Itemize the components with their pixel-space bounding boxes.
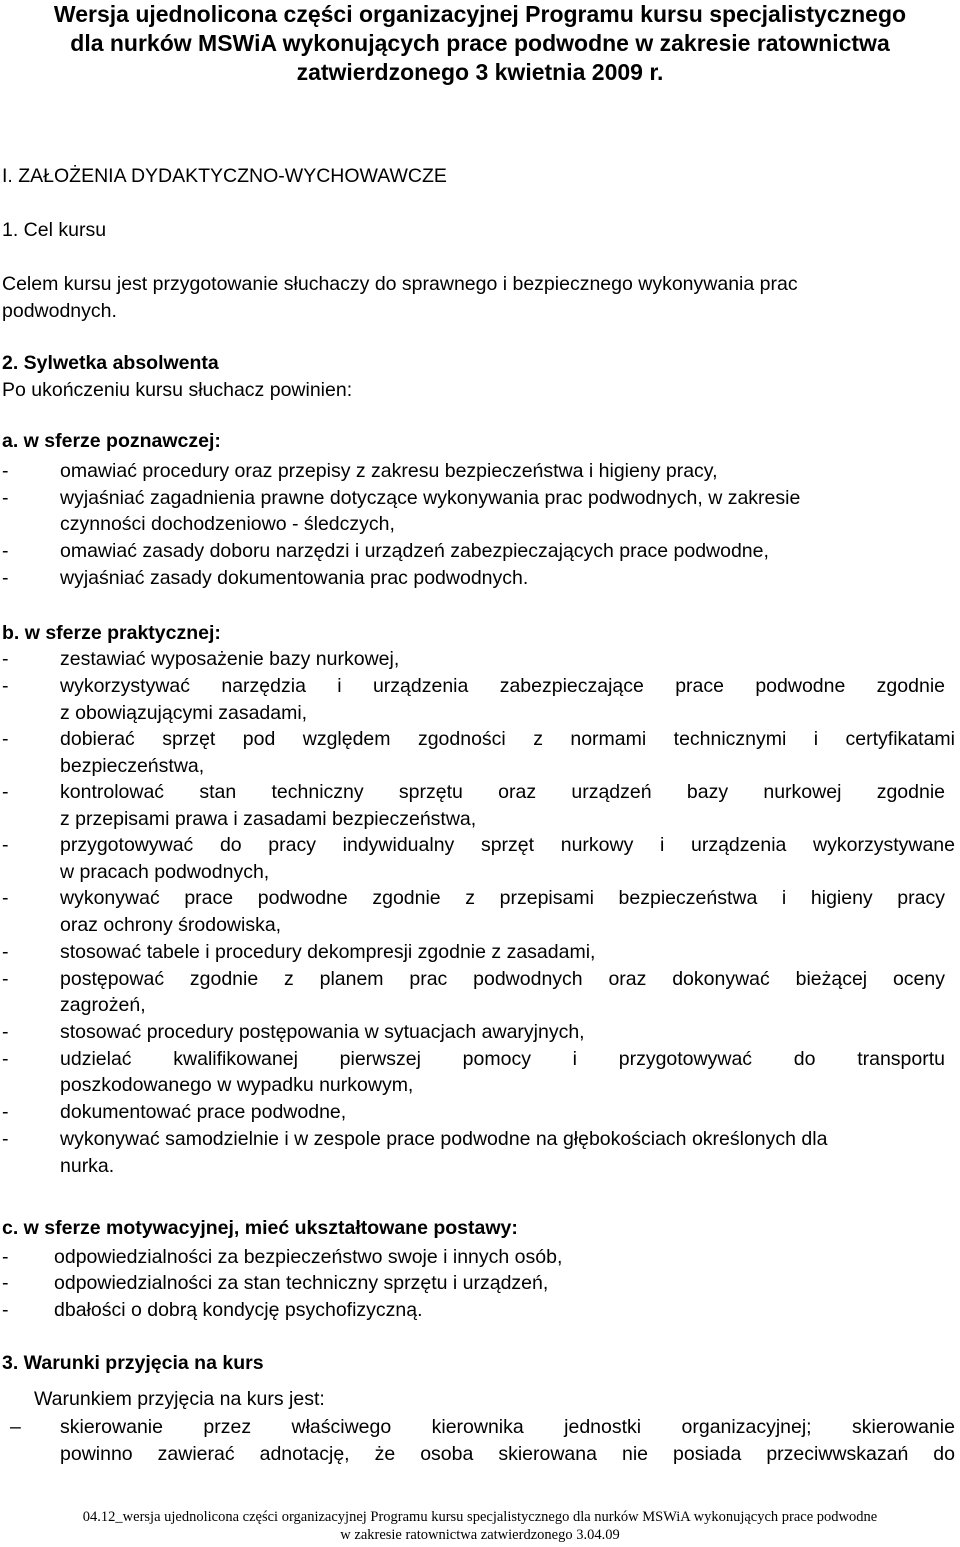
list-dash: -	[2, 1272, 9, 1294]
page-footer	[0, 1508, 960, 1544]
title-line-2: dla nurków MSWiA wykonujących prace podwodne w zakresie ratownictwa	[70, 30, 890, 56]
list-item-continuation: zagrożeń,	[60, 994, 146, 1016]
list-item: wyjaśniać zasady dokumentowania prac podwodnych.	[60, 567, 529, 589]
list-item: dokumentować prace podwodne,	[60, 1101, 347, 1123]
list-dash: -	[2, 1246, 9, 1268]
list-item: stosować tabele i procedury dekompresji zgodnie z zasadami,	[60, 941, 596, 963]
list-dash: –	[10, 1416, 21, 1438]
list-item: postępować zgodnie z planem prac podwodnych oraz dokonywać bieżącej oceny	[60, 968, 945, 990]
list-item: wykonywać prace podwodne zgodnie z przepisami bezpieczeństwa i higieny pracy	[60, 887, 945, 909]
footer-line-1: 04.12_wersja ujednolicona części organizacyjnej Programu kursu specjalistycznego dla nurków MSWiA wykonujących prace podwodne	[82, 1509, 878, 1525]
list-dash: -	[2, 567, 9, 589]
sfera-poznawcza-heading: a. w sferze poznawczej:	[2, 430, 221, 452]
list-dash: -	[2, 648, 9, 670]
list-item: skierowanie przez właściwego kierownika jednostki organizacyjnej; skierowanie	[60, 1416, 955, 1438]
list-dash: -	[2, 1048, 9, 1070]
list-item: wykorzystywać narzędzia i urządzenia zabezpieczające prace podwodne zgodnie	[60, 675, 945, 697]
cel-kursu-text-2: podwodnych.	[2, 300, 117, 322]
sfera-praktyczna-heading: b. w sferze praktycznej:	[2, 622, 221, 644]
list-item: odpowiedzialności za bezpieczeństwo swoje i innych osób,	[54, 1246, 563, 1268]
section-heading: I. ZAŁOŻENIA DYDAKTYCZNO-WYCHOWAWCZE	[2, 165, 447, 187]
list-item: omawiać procedury oraz przepisy z zakresu bezpieczeństwa i higieny pracy,	[60, 460, 718, 482]
list-item-continuation: w pracach podwodnych,	[60, 861, 270, 883]
list-item: stosować procedury postępowania w sytuacjach awaryjnych,	[60, 1021, 585, 1043]
list-dash: -	[2, 834, 9, 856]
list-dash: -	[2, 487, 9, 509]
list-dash: -	[2, 941, 9, 963]
list-item: dobierać sprzęt pod względem zgodności z normami technicznymi i certyfikatami	[60, 728, 955, 750]
list-item: zestawiać wyposażenie bazy nurkowej,	[60, 648, 400, 670]
list-dash: -	[2, 728, 9, 750]
list-item-continuation: nurka.	[60, 1155, 115, 1177]
list-item: omawiać zasady doboru narzędzi i urządzeń zabezpieczających prace podwodne,	[60, 540, 769, 562]
list-item: wyjaśniać zagadnienia prawne dotyczące wykonywania prac podwodnych, w zakresie	[60, 487, 801, 509]
list-item-continuation: oraz ochrony środowiska,	[60, 914, 282, 936]
list-item: udzielać kwalifikowanej pierwszej pomocy i przygotowywać do transportu	[60, 1048, 945, 1070]
title-line-3: zatwierdzonego 3 kwietnia 2009 r.	[296, 59, 664, 85]
warunki-heading: 3. Warunki przyjęcia na kurs	[2, 1352, 264, 1374]
list-dash: -	[2, 1299, 9, 1321]
list-item: przygotowywać do pracy indywidualny sprzęt nurkowy i urządzenia wykorzystywane	[60, 834, 955, 856]
list-dash: -	[2, 540, 9, 562]
list-dash: -	[2, 1021, 9, 1043]
list-item-continuation: z obowiązującymi zasadami,	[60, 702, 308, 724]
list-item: kontrolować stan techniczny sprzętu oraz urządzeń bazy nurkowej zgodnie	[60, 781, 945, 803]
list-item-continuation: powinno zawierać adnotację, że osoba skierowana nie posiada przeciwwskazań do	[60, 1443, 955, 1465]
footer-line-2: w zakresie ratownictwa zatwierdzonego 3.04.09	[340, 1527, 620, 1543]
list-item-continuation: czynności dochodzeniowo - śledczych,	[60, 513, 395, 535]
cel-kursu-heading: 1. Cel kursu	[2, 219, 107, 241]
cel-kursu-text-1: Celem kursu jest przygotowanie słuchaczy do sprawnego i bezpiecznego wykonywania prac	[2, 273, 798, 295]
list-item-continuation: z przepisami prawa i zasadami bezpieczeństwa,	[60, 808, 477, 830]
list-dash: -	[2, 968, 9, 990]
list-dash: -	[2, 887, 9, 909]
list-dash: -	[2, 460, 9, 482]
list-dash: -	[2, 675, 9, 697]
document-title	[0, 0, 960, 87]
list-item-continuation: bezpieczeństwa,	[60, 755, 205, 777]
list-item: dbałości o dobrą kondycję psychofizyczną.	[54, 1299, 423, 1321]
warunki-intro: Warunkiem przyjęcia na kurs jest:	[34, 1388, 325, 1410]
list-item-continuation: poszkodowanego w wypadku nurkowym,	[60, 1074, 414, 1096]
title-line-1: Wersja ujednolicona części organizacyjnej Programu kursu specjalistycznego	[53, 1, 907, 27]
sfera-motywacyjna-heading: c. w sferze motywacyjnej, mieć ukształtowane postawy:	[2, 1217, 518, 1239]
list-item: odpowiedzialności za stan techniczny sprzętu i urządzeń,	[54, 1272, 549, 1294]
list-item: wykonywać samodzielnie i w zespole prace podwodne na głębokościach określonych dla	[60, 1128, 828, 1150]
list-dash: -	[2, 1128, 9, 1150]
list-dash: -	[2, 1101, 9, 1123]
sylwetka-heading: 2. Sylwetka absolwenta	[2, 352, 219, 374]
list-dash: -	[2, 781, 9, 803]
sylwetka-intro: Po ukończeniu kursu słuchacz powinien:	[2, 379, 353, 401]
